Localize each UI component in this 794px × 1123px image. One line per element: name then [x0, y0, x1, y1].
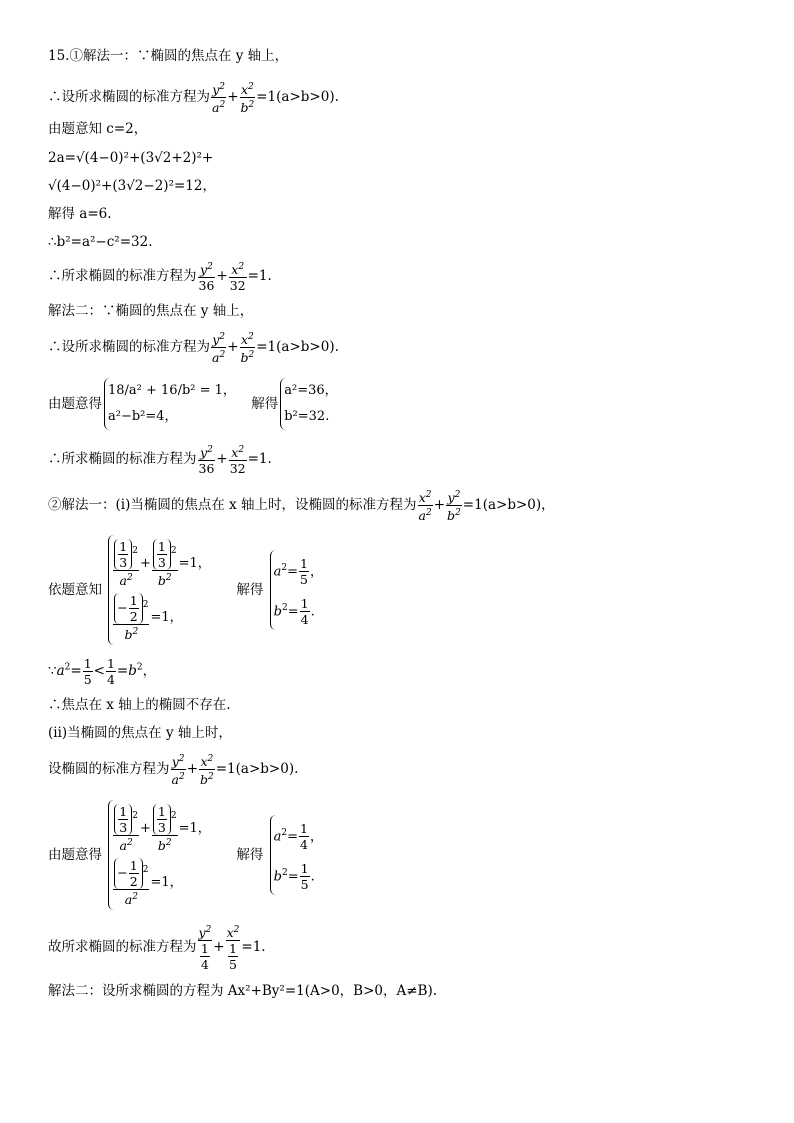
- system-line: 由题意得 18/a² + 16/b² = 1， a²−b²=4， 解得 a²=36， b²=32.: [48, 378, 341, 430]
- equation-line: ②解法一：(ⅰ)当椭圆的焦点在 x 轴上时，设椭圆的标准方程为 $\frac{x^2}{a^2}$ + $\frac{y^2}{b^2}$ =1(a>b>0)，: [48, 490, 555, 524]
- solution-system: a²=36， b²=32.: [280, 378, 337, 430]
- result-line: ∴所求椭圆的标准方程为 $\frac{y^2}{36}$ + $\frac{x^2}{32}$ =1.: [48, 445, 272, 477]
- system-line: 依题意知 $\frac{1}{3}$ $^2$ $a^2$ + $\frac{1}{3}$ $^2$ $b^2$ =1， − $\frac{1}{2}$ $^2$ $b^2$ =1， 解得 $a^2=$ $\frac{1}{5}$ ， $b^2=$ $\frac{1}{4}$ .: [48, 535, 326, 645]
- fraction: $\frac{y^2}{a^2}$: [212, 332, 226, 366]
- fraction: $\frac{y^2}{36}$: [198, 262, 215, 294]
- fraction: $\frac{y^2}{a^2}$: [212, 82, 226, 116]
- fraction: $\frac{x^2}{b^2}$: [200, 754, 214, 788]
- solution-system: $a^2=$ $\frac{1}{5}$ ， $b^2=$ $\frac{1}{4}$ .: [270, 550, 323, 631]
- equation-system: $\frac{1}{3}$ $^2$ $a^2$ + $\frac{1}{3}$ $^2$ $b^2$ =1， − $\frac{1}{2}$ $^2$ $b^2$ =1，: [108, 535, 210, 645]
- sum-line-1: 2a=√(4−0)²+(3√2+2)²+: [48, 150, 214, 166]
- fraction: $\frac{y^2}{b^2}$: [447, 490, 461, 524]
- fraction: $\frac{x^2}{a^2}$: [418, 490, 432, 524]
- fraction: $\frac{x^2}{32}$: [229, 445, 246, 477]
- equation-system: 18/a² + 16/b² = 1， a²−b²=4，: [104, 378, 236, 430]
- fraction: $\frac{y^2}{\frac{1}{4}}$: [198, 925, 212, 973]
- text-line: 15.①解法一：∵椭圆的焦点在 y 轴上，: [48, 48, 289, 64]
- text-line: ∴焦点在 x 轴上的椭圆不存在.: [48, 697, 231, 713]
- fraction: $\frac{y^2}{36}$: [198, 445, 215, 477]
- fraction: $\frac{x^2}{32}$: [229, 262, 246, 294]
- fraction: $\frac{x^2}{b^2}$: [240, 82, 255, 116]
- equation-line: ∴设所求椭圆的标准方程为 $\frac{y^2}{a^2}$ + $\frac{x^2}{b^2}$ =1(a>b>0).: [48, 332, 339, 366]
- text-line: 解法二：设所求椭圆的方程为 Ax²+By²=1(A>0，B>0，A≠B).: [48, 983, 438, 999]
- text-line: (ⅱ)当椭圆的焦点在 y 轴上时，: [48, 725, 232, 741]
- text-line: ∴b²=a²−c²=32.: [48, 234, 153, 250]
- fraction: $\frac{x^2}{\frac{1}{5}}$: [226, 925, 240, 973]
- comparison-line: $\because a^2=$ $\frac{1}{5}$ < $\frac{1}{4}$ $=b^2$，: [48, 656, 157, 687]
- solution-system: $a^2=$ $\frac{1}{4}$ ， $b^2=$ $\frac{1}{5}$ .: [270, 815, 323, 896]
- equation-line: ∴设所求椭圆的标准方程为 $\frac{y^2}{a^2}$ + $\frac{x^2}{b^2}$ =1(a>b>0).: [48, 82, 339, 116]
- equation-system: $\frac{1}{3}$ $^2$ $a^2$ + $\frac{1}{3}$ $^2$ $b^2$ =1， − $\frac{1}{2}$ $^2$ $a^2$ =1，: [108, 800, 210, 910]
- equation-line: 设椭圆的标准方程为 $\frac{y^2}{a^2}$ + $\frac{x^2}{b^2}$ =1(a>b>0).: [48, 754, 299, 788]
- text-line: 解法二：∵椭圆的焦点在 y 轴上，: [48, 303, 254, 319]
- result-line: ∴所求椭圆的标准方程为 $\frac{y^2}{36}$ + $\frac{x^2}{32}$ =1.: [48, 262, 272, 294]
- result-line: 故所求椭圆的标准方程为 $\frac{y^2}{\frac{1}{4}}$ + $\frac{x^2}{\frac{1}{5}}$ =1.: [48, 925, 266, 973]
- fraction: $\frac{y^2}{a^2}$: [171, 754, 185, 788]
- system-line: 由题意得 $\frac{1}{3}$ $^2$ $a^2$ + $\frac{1}{3}$ $^2$ $b^2$ =1， − $\frac{1}{2}$ $^2$ $a^2$ =1， 解得 $a^2=$ $\frac{1}{4}$ ， $b^2=$ $\frac{1}{5}$ .: [48, 800, 326, 910]
- sum-line-2: √(4−0)²+(3√2−2)²=12，: [48, 178, 216, 194]
- text-line: =1(a>b>0).: [256, 89, 339, 106]
- text-line: 由题意知 c=2，: [48, 121, 148, 137]
- solution-heading: [48, 47, 288, 65]
- fraction: $\frac{x^2}{b^2}$: [240, 332, 255, 366]
- text-line: ∴设所求椭圆的标准方程为: [48, 89, 210, 106]
- text-line: 解得 a=6.: [48, 206, 112, 222]
